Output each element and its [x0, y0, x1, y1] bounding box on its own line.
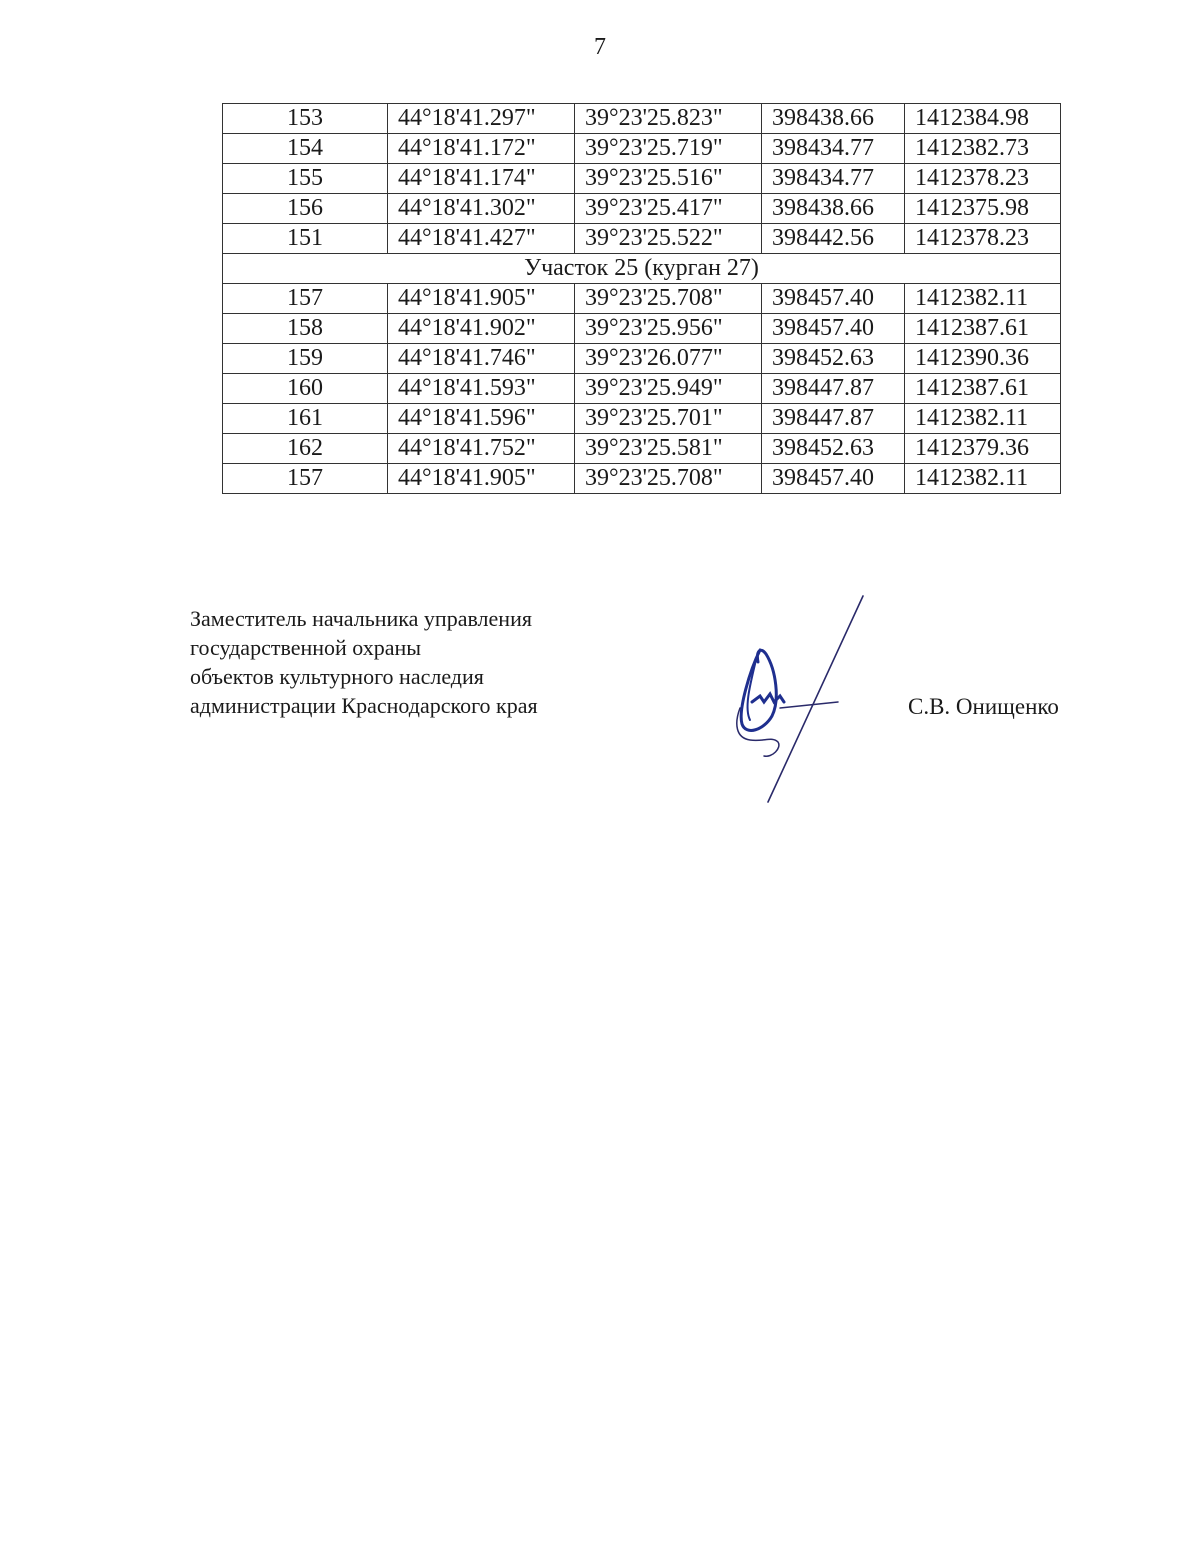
point-number-cell: 159	[223, 344, 388, 374]
longitude-cell: 39°23'25.581"	[575, 434, 762, 464]
x-coordinate-cell: 398452.63	[762, 344, 905, 374]
latitude-cell: 44°18'41.427"	[388, 224, 575, 254]
x-coordinate-cell: 398457.40	[762, 314, 905, 344]
table-row	[223, 104, 1061, 134]
point-number-cell: 157	[223, 464, 388, 494]
x-coordinate-cell: 398447.87	[762, 374, 905, 404]
signer-name: С.В. Онищенко	[908, 694, 1059, 719]
latitude-cell: 44°18'41.302"	[388, 194, 575, 224]
latitude-cell: 44°18'41.752"	[388, 434, 575, 464]
longitude-cell: 39°23'25.522"	[575, 224, 762, 254]
point-number-cell: 160	[223, 374, 388, 404]
latitude-cell: 44°18'41.905"	[388, 464, 575, 494]
longitude-cell: 39°23'25.956"	[575, 314, 762, 344]
latitude-cell: 44°18'41.297"	[388, 104, 575, 134]
x-coordinate-cell: 398457.40	[762, 464, 905, 494]
section-label: Участок 25 (курган 27)	[223, 254, 1061, 284]
longitude-cell: 39°23'25.708"	[575, 464, 762, 494]
point-number-cell: 162	[223, 434, 388, 464]
longitude-cell: 39°23'25.516"	[575, 164, 762, 194]
point-number-cell: 161	[223, 404, 388, 434]
point-number-cell: 154	[223, 134, 388, 164]
y-coordinate-cell: 1412375.98	[905, 194, 1061, 224]
point-number-cell: 156	[223, 194, 388, 224]
longitude-cell: 39°23'25.949"	[575, 374, 762, 404]
latitude-cell: 44°18'41.174"	[388, 164, 575, 194]
table-row	[223, 134, 1061, 164]
handwritten-signature	[720, 590, 880, 810]
point-number-cell: 158	[223, 314, 388, 344]
x-coordinate-cell: 398434.77	[762, 164, 905, 194]
table-row	[223, 284, 1061, 314]
x-coordinate-cell: 398438.66	[762, 104, 905, 134]
latitude-cell: 44°18'41.905"	[388, 284, 575, 314]
page-number: 7	[594, 34, 606, 60]
coordinates-table	[222, 103, 1061, 494]
x-coordinate-cell: 398452.63	[762, 434, 905, 464]
point-number-cell: 155	[223, 164, 388, 194]
longitude-cell: 39°23'25.823"	[575, 104, 762, 134]
table-row	[223, 404, 1061, 434]
x-coordinate-cell: 398447.87	[762, 404, 905, 434]
table-row	[223, 344, 1061, 374]
y-coordinate-cell: 1412382.11	[905, 404, 1061, 434]
y-coordinate-cell: 1412378.23	[905, 224, 1061, 254]
point-number-cell: 153	[223, 104, 388, 134]
y-coordinate-cell: 1412390.36	[905, 344, 1061, 374]
y-coordinate-cell: 1412382.11	[905, 284, 1061, 314]
table-row	[223, 434, 1061, 464]
point-number-cell: 157	[223, 284, 388, 314]
x-coordinate-cell: 398434.77	[762, 134, 905, 164]
y-coordinate-cell: 1412384.98	[905, 104, 1061, 134]
table-row	[223, 374, 1061, 404]
table-section-row	[223, 254, 1061, 284]
latitude-cell: 44°18'41.172"	[388, 134, 575, 164]
longitude-cell: 39°23'26.077"	[575, 344, 762, 374]
signer-position-line: объектов культурного наследия	[190, 664, 484, 689]
y-coordinate-cell: 1412387.61	[905, 374, 1061, 404]
latitude-cell: 44°18'41.902"	[388, 314, 575, 344]
longitude-cell: 39°23'25.719"	[575, 134, 762, 164]
table-row	[223, 194, 1061, 224]
signer-position-line: государственной охраны	[190, 635, 422, 660]
table-row	[223, 164, 1061, 194]
latitude-cell: 44°18'41.593"	[388, 374, 575, 404]
y-coordinate-cell: 1412379.36	[905, 434, 1061, 464]
table-row	[223, 464, 1061, 494]
x-coordinate-cell: 398442.56	[762, 224, 905, 254]
y-coordinate-cell: 1412387.61	[905, 314, 1061, 344]
latitude-cell: 44°18'41.596"	[388, 404, 575, 434]
x-coordinate-cell: 398438.66	[762, 194, 905, 224]
signer-position-line: администрации Краснодарского края	[190, 693, 538, 718]
coordinates-table-body	[223, 104, 1061, 494]
signer-position	[190, 604, 538, 720]
latitude-cell: 44°18'41.746"	[388, 344, 575, 374]
longitude-cell: 39°23'25.417"	[575, 194, 762, 224]
point-number-cell: 151	[223, 224, 388, 254]
signer-position-line: Заместитель начальника управления	[190, 606, 532, 631]
y-coordinate-cell: 1412382.73	[905, 134, 1061, 164]
y-coordinate-cell: 1412382.11	[905, 464, 1061, 494]
table-row	[223, 224, 1061, 254]
longitude-cell: 39°23'25.708"	[575, 284, 762, 314]
x-coordinate-cell: 398457.40	[762, 284, 905, 314]
y-coordinate-cell: 1412378.23	[905, 164, 1061, 194]
table-row	[223, 314, 1061, 344]
longitude-cell: 39°23'25.701"	[575, 404, 762, 434]
